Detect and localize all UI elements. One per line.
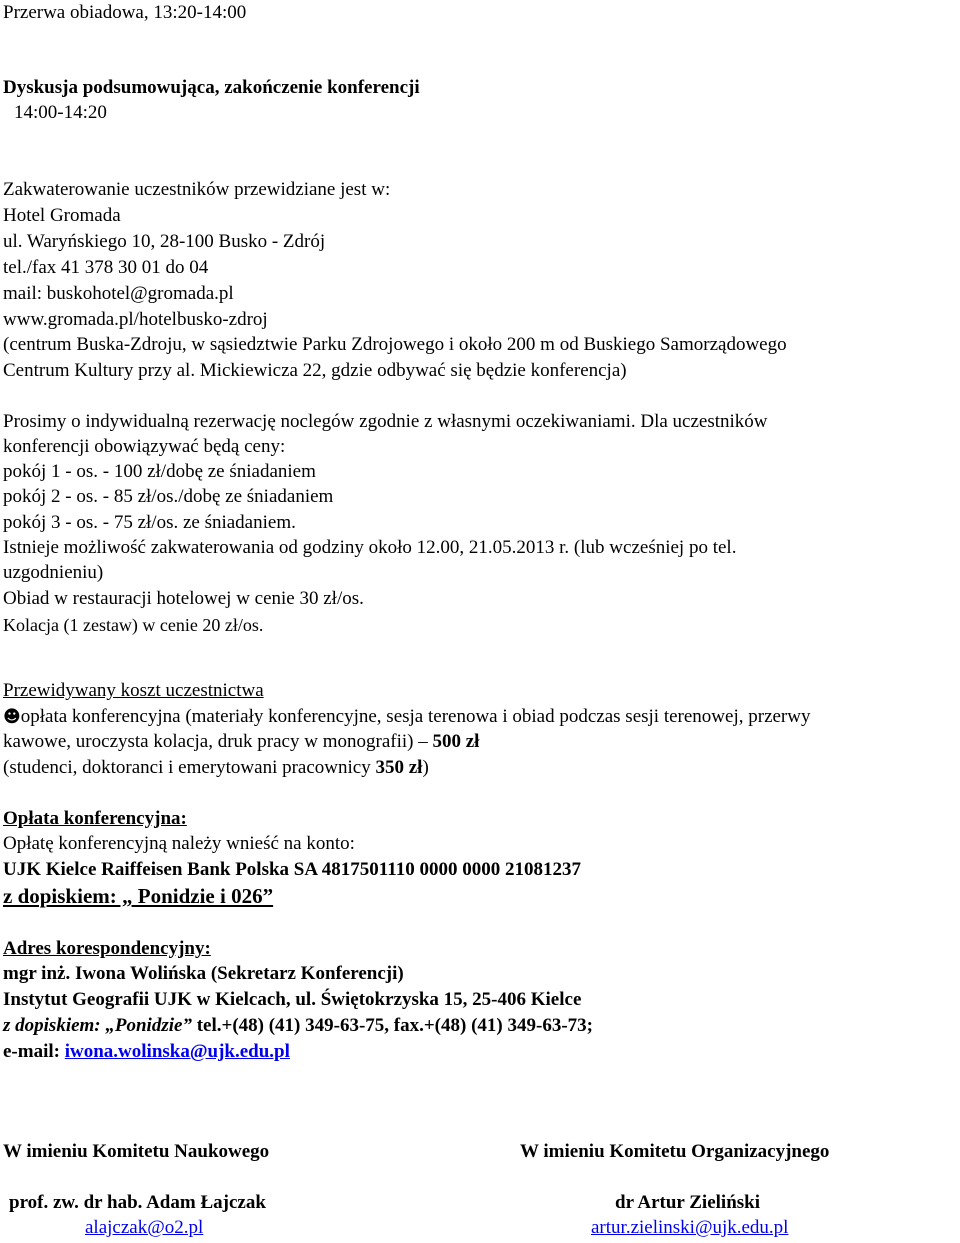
payment-note: z dopiskiem: „ Ponidzie i 026” <box>3 884 274 908</box>
cost-fee-line2 <box>3 729 479 755</box>
lunch-break-text: Przerwa obiadowa, 13:20-14:00 <box>3 2 247 23</box>
accommodation-intro: Zakwaterowanie uczestników przewidziane jest w: <box>3 179 391 200</box>
booking-line2: konferencji obowiązywać będą ceny: <box>3 436 286 457</box>
payment-account: UJK Kielce Raiffeisen Bank Polska SA 4817501110 0000 0000 21081237 <box>3 859 581 880</box>
room-price-3: pokój 3 - os. - 75 zł/os. ze śniadaniem. <box>3 512 296 533</box>
payment-heading: Opłata konferencyjna: <box>3 808 187 829</box>
left-committee: W imieniu Komitetu Naukowego <box>3 1141 270 1162</box>
correspondence-contact-line <box>3 1013 593 1039</box>
closing-time: 14:00-14:20 <box>14 102 107 123</box>
cost-fee-amount: 500 zł <box>432 731 480 752</box>
dinner-price: Kolacja (1 zestaw) w cenie 20 zł/os. <box>3 615 264 635</box>
cost-students-amount: 350 zł <box>375 757 423 778</box>
hotel-name: Hotel Gromada <box>3 205 121 226</box>
room-price-2: pokój 2 - os. - 85 zł/os./dobę ze śniadaniem <box>3 486 334 507</box>
cost-students-line <box>3 755 429 781</box>
cost-fee-text: opłata konferencyjna (materiały konferencyjne, sesja terenowa i obiad podczas sesji terenowej, przerwy <box>20 706 811 727</box>
left-signatory-email-link[interactable]: alajczak@o2.pl <box>85 1217 204 1238</box>
right-committee: W imieniu Komitetu Organizacyjnego <box>520 1141 830 1162</box>
lunch-price: Obiad w restauracji hotelowej w cenie 30 zł/os. <box>3 588 364 609</box>
cost-students-close: ) <box>422 757 429 778</box>
correspondence-heading: Adres korespondencyjny: <box>3 938 211 959</box>
hotel-address: ul. Waryńskiego 10, 28-100 Busko - Zdrój <box>3 231 326 252</box>
checkin-line1: Istnieje możliwość zakwaterowania od godziny około 12.00, 21.05.2013 r. (lub wcześniej po tel. <box>3 537 737 558</box>
cost-heading: Przewidywany koszt uczestnictwa <box>3 680 264 701</box>
correspondence-institute: Instytut Geografii UJK w Kielcach, ul. Świętokrzyska 15, 25-406 Kielce <box>3 989 582 1010</box>
cost-fee-line1 <box>3 704 810 730</box>
hotel-mail: mail: buskohotel@gromada.pl <box>3 283 234 304</box>
cost-fee-text-2: kawowe, uroczysta kolacja, druk pracy w monografii) – <box>3 731 433 752</box>
hotel-location-line1: (centrum Buska-Zdroju, w sąsiedztwie Parku Zdrojowego i około 200 m od Buskiego Samorządowego <box>3 334 787 355</box>
hotel-phone: tel./fax 41 378 30 01 do 04 <box>3 257 209 278</box>
room-price-1: pokój 1 - os. - 100 zł/dobę ze śniadaniem <box>3 461 316 482</box>
correspondence-email-link[interactable]: iwona.wolinska@ujk.edu.pl <box>64 1041 290 1062</box>
checkin-line2: uzgodnieniu) <box>3 562 104 583</box>
hotel-location-line2: Centrum Kultury przy al. Mickiewicza 22, gdzie odbywać się będzie konferencja) <box>3 360 627 381</box>
hotel-www: www.gromada.pl/hotelbusko-zdroj <box>3 309 268 330</box>
correspondence-person: mgr inż. Iwona Wolińska (Sekretarz Konferencji) <box>3 963 404 984</box>
right-signatory-name: dr Artur Zieliński <box>615 1192 760 1213</box>
correspondence-note: z dopiskiem: „Ponidzie” <box>3 1015 192 1036</box>
smiley-bullet-icon: ☻ <box>3 707 21 727</box>
correspondence-email-line <box>3 1039 290 1065</box>
cost-students-text: (studenci, doktoranci i emerytowani pracownicy <box>3 757 376 778</box>
payment-intro: Opłatę konferencyjną należy wnieść na konto: <box>3 833 355 854</box>
closing-title: Dyskusja podsumowująca, zakończenie konferencji <box>3 77 420 98</box>
booking-line1: Prosimy o indywidualną rezerwację noclegów zgodnie z własnymi oczekiwaniami. Dla uczestników <box>3 411 768 432</box>
right-signatory-email-link[interactable]: artur.zielinski@ujk.edu.pl <box>591 1217 789 1238</box>
correspondence-email-label: e-mail: <box>3 1041 65 1062</box>
left-signatory-name: prof. zw. dr hab. Adam Łajczak <box>9 1192 266 1213</box>
correspondence-phone-fax: tel.+(48) (41) 349-63-75, fax.+(48) (41) 349-63-73; <box>191 1015 593 1036</box>
